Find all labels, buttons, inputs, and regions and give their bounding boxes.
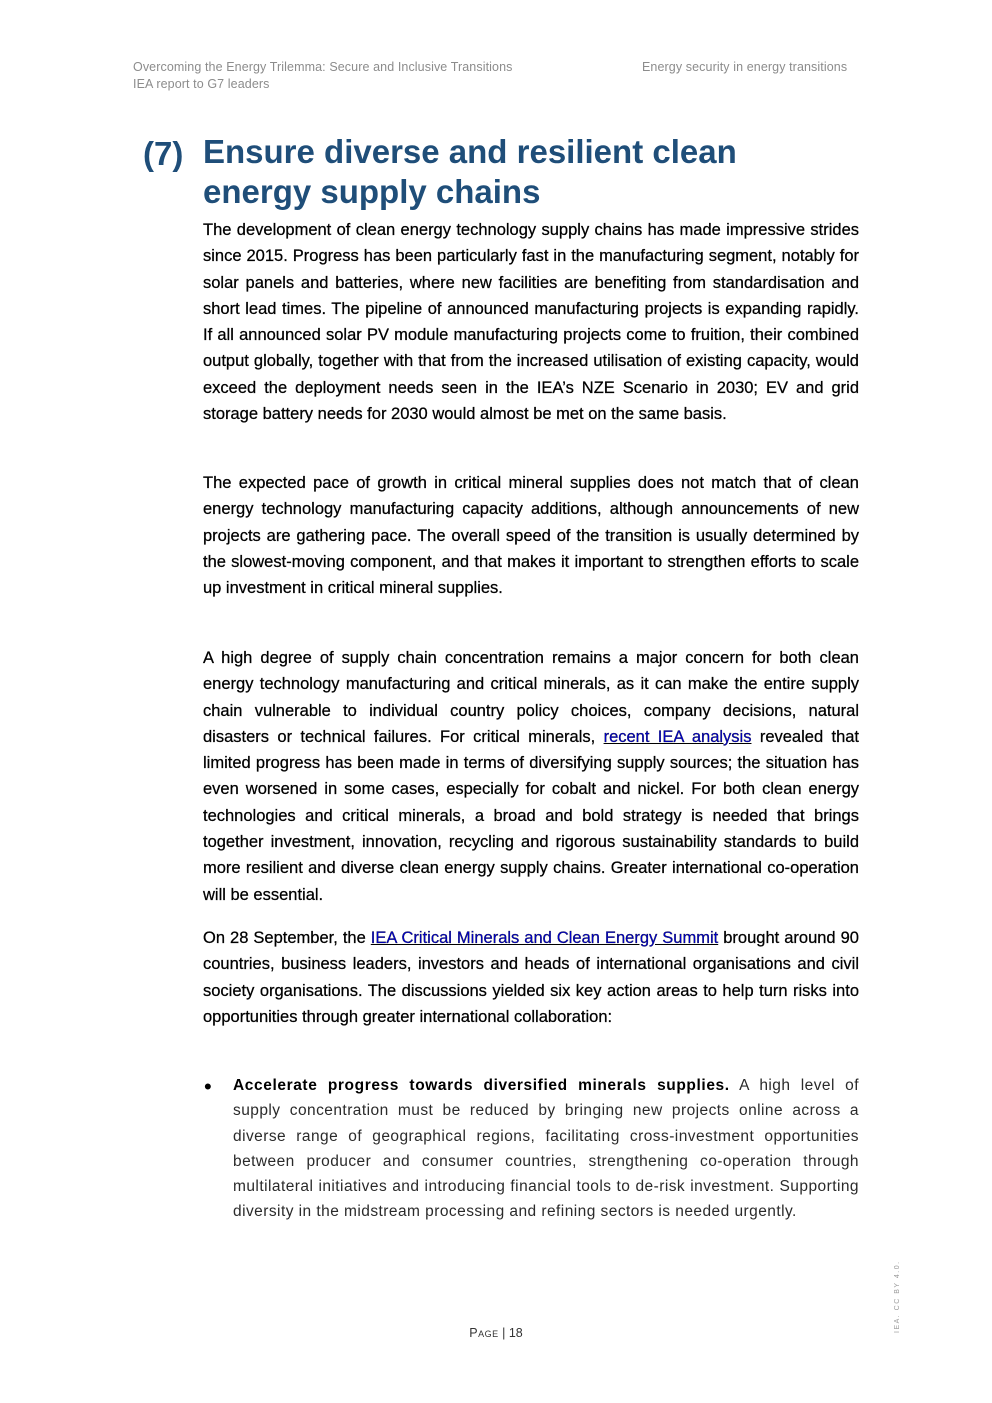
recent-iea-analysis-link[interactable]: recent IEA analysis bbox=[603, 727, 752, 746]
bullet-body: A high level of supply concentration must be reduced by bringing new projects online across a diverse range of geographical regions, facilitating cross-investment opportunities between producer and consumer countries, strengthening co-operation through multilateral initiatives and introducing financial tools to de-risk investment. Supporting diversity in the midstream processing and refining sectors is needed urgently. bbox=[233, 1077, 859, 1221]
running-header-right: Energy security in energy transitions bbox=[642, 60, 848, 74]
running-header-left bbox=[133, 59, 512, 93]
section-title-line-2: energy supply chains bbox=[203, 173, 541, 210]
paragraph-4-text-end: brought around 90 countries, business leaders, investors and heads of international organisations and civil society organisations. The discussions yielded six key action areas to help turn risks into opportunities through greater international collaboration: bbox=[203, 929, 859, 1026]
page-number: 18 bbox=[508, 1326, 523, 1340]
bullet-item bbox=[233, 1073, 859, 1225]
paragraph-2: The expected pace of growth in critical mineral supplies does not match that of clean energy technology manufacturing capacity additions, although announcements of new projects are gathering pace. The overall speed of the transition is usually determined by the slowest-moving component, and that makes it important to strengthen efforts to scale up investment in critical mineral supplies. bbox=[203, 474, 859, 598]
section-title bbox=[203, 132, 843, 212]
paragraph-1: The development of clean energy technology supply chains has made impressive strides since 2015. Progress has been particularly fast in the manufacturing segment, notably for solar panels and batteries, where new facilities are benefiting from standardisation and short lead times. The pipeline of announced manufacturing projects is expanding rapidly. If all announced solar PV module manufacturing projects come to fruition, their combined output globally, together with that from the increased utilisation of existing capacity, would exceed the deployment needs seen in the IEA’s NZE Scenario in 2030; EV and grid storage battery needs for 2030 would almost be met on the same basis. bbox=[203, 221, 859, 424]
bullet-lead: Accelerate progress towards diversified minerals supplies. bbox=[233, 1077, 730, 1094]
bullet-marker: • bbox=[204, 1074, 212, 1099]
paragraph-3 bbox=[203, 645, 859, 908]
report-subtitle: IEA report to G7 leaders bbox=[133, 77, 270, 91]
paragraph-4-text-start: On 28 September, the bbox=[203, 929, 371, 947]
page-label: Page bbox=[469, 1326, 499, 1340]
page-number-footer bbox=[0, 1326, 992, 1340]
paragraph-3-text-start: A high degree of supply chain concentration remains a major concern for both clean energy technology manufacturing and critical minerals, as it can make the entire supply chain vulnerable to individual country policy choices, company decisions, natural disasters or technical failures. For critical minerals, bbox=[203, 649, 859, 746]
paragraph-3-text-end: revealed that limited progress has been made in terms of diversifying supply sources; the situation has even worsened in some cases, especially for cobalt and nickel. For both clean energy technologies and critical minerals, a broad and bold strategy is needed that brings together investment, innovation, recycling and rigorous sustainability standards to build more resilient and diverse clean energy supply chains. Greater international co-operation will be essential. bbox=[203, 727, 860, 904]
paragraph-4 bbox=[203, 925, 859, 1030]
section-number: (7) bbox=[143, 135, 184, 172]
page-separator: | bbox=[498, 1326, 509, 1340]
report-title: Overcoming the Energy Trilemma: Secure and Inclusive Transitions bbox=[133, 60, 513, 74]
license-credit: IEA. CC BY 4.0. bbox=[894, 1260, 901, 1333]
section-title-line-1: Ensure diverse and resilient clean bbox=[203, 133, 737, 170]
summit-link[interactable]: IEA Critical Minerals and Clean Energy Summit bbox=[370, 929, 719, 947]
